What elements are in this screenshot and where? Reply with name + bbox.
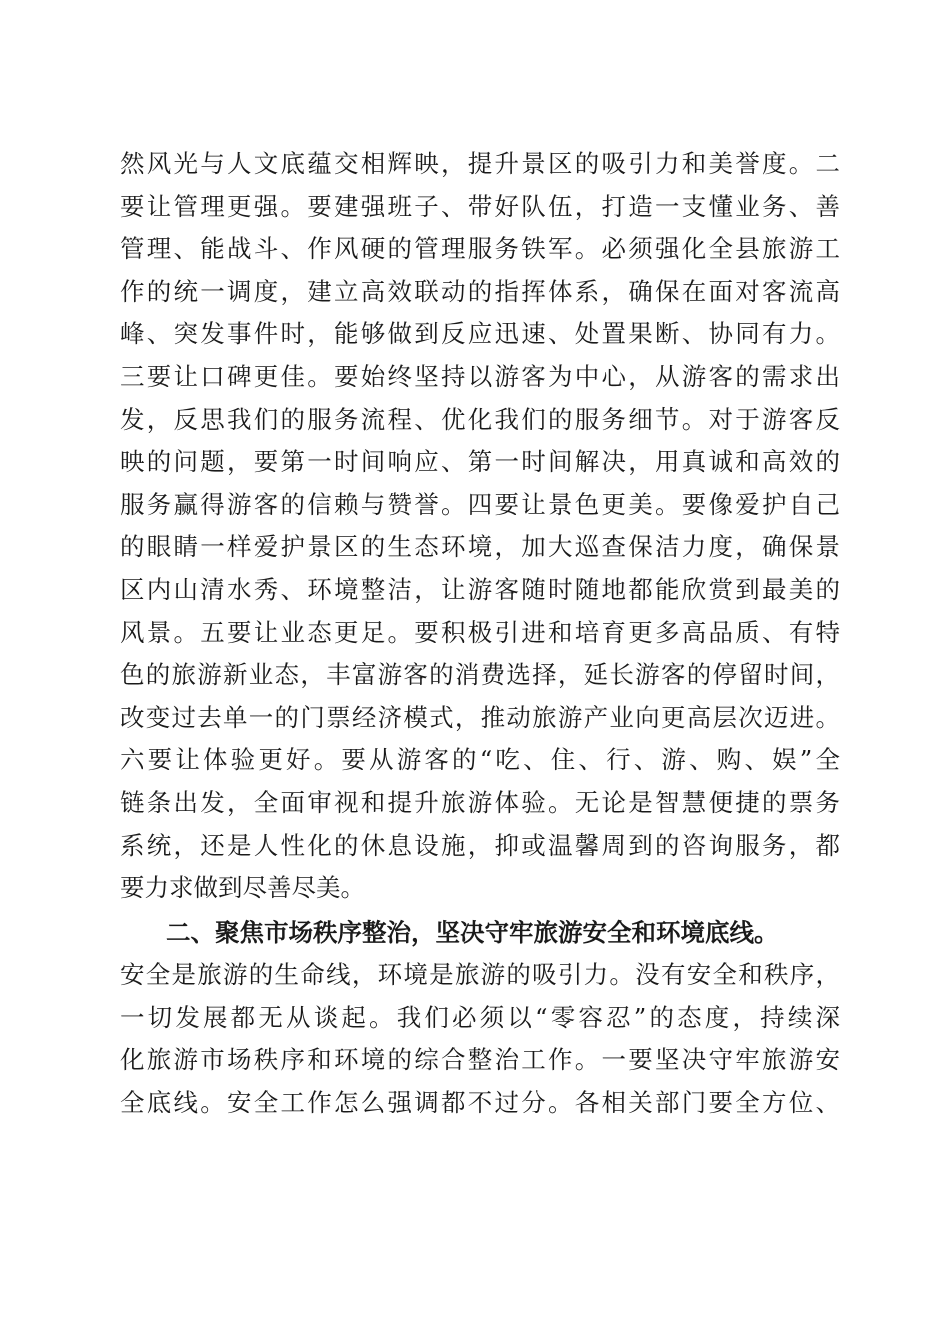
paragraph-line: 一切发展都无从谈起。我们必须以“零容忍”的态度，持续深 <box>120 1002 840 1032</box>
paragraph-line: 映的问题，要第一时间响应、第一时间解决，用真诚和高效的 <box>120 447 840 477</box>
paragraph-line: 色的旅游新业态，丰富游客的消费选择，延长游客的停留时间， <box>120 660 840 690</box>
paragraph-line: 区内山清水秀、环境整洁，让游客随时随地都能欣赏到最美的 <box>120 574 840 604</box>
paragraph-line: 作的统一调度，建立高效联动的指挥体系，确保在面对客流高 <box>120 276 840 306</box>
document-body <box>120 143 840 1125</box>
paragraph-line: 管理、能战斗、作风硬的管理服务铁军。必须强化全县旅游工 <box>120 234 840 264</box>
paragraph-line: 全底线。安全工作怎么强调都不过分。各相关部门要全方位、 <box>120 1088 840 1118</box>
paragraph-line: 发，反思我们的服务流程、优化我们的服务细节。对于游客反 <box>120 404 840 434</box>
paragraph-line: 安全是旅游的生命线，环境是旅游的吸引力。没有安全和秩序， <box>120 960 840 990</box>
section-heading: 二、聚焦市场秩序整治，坚决守牢旅游安全和环境底线。 <box>166 917 779 947</box>
paragraph-line: 要力求做到尽善尽美。 <box>120 873 365 903</box>
paragraph-line: 链条出发，全面审视和提升旅游体验。无论是智慧便捷的票务 <box>120 787 840 817</box>
paragraph-line: 服务赢得游客的信赖与赞誉。四要让景色更美。要像爱护自己 <box>120 489 840 519</box>
paragraph-line: 然风光与人文底蕴交相辉映，提升景区的吸引力和美誉度。二 <box>120 149 840 178</box>
paragraph-line: 三要让口碑更佳。要始终坚持以游客为中心，从游客的需求出 <box>120 361 840 391</box>
paragraph-line: 峰、突发事件时，能够做到反应迅速、处置果断、协同有力。 <box>120 319 840 349</box>
paragraph-line: 风景。五要让业态更足。要积极引进和培育更多高品质、有特 <box>120 617 840 647</box>
paragraph-line: 改变过去单一的门票经济模式，推动旅游产业向更高层次迈进。 <box>120 702 840 732</box>
paragraph-line: 的眼睛一样爱护景区的生态环境，加大巡查保洁力度，确保景 <box>120 532 840 562</box>
paragraph-line: 要让管理更强。要建强班子、带好队伍，打造一支懂业务、善 <box>120 191 840 221</box>
paragraph-line: 六要让体验更好。要从游客的“吃、住、行、游、购、娱”全 <box>120 745 840 775</box>
paragraph-line: 化旅游市场秩序和环境的综合整治工作。一要坚决守牢旅游安 <box>120 1045 840 1075</box>
paragraph-line: 系统，还是人性化的休息设施，抑或温馨周到的咨询服务，都 <box>120 830 840 860</box>
